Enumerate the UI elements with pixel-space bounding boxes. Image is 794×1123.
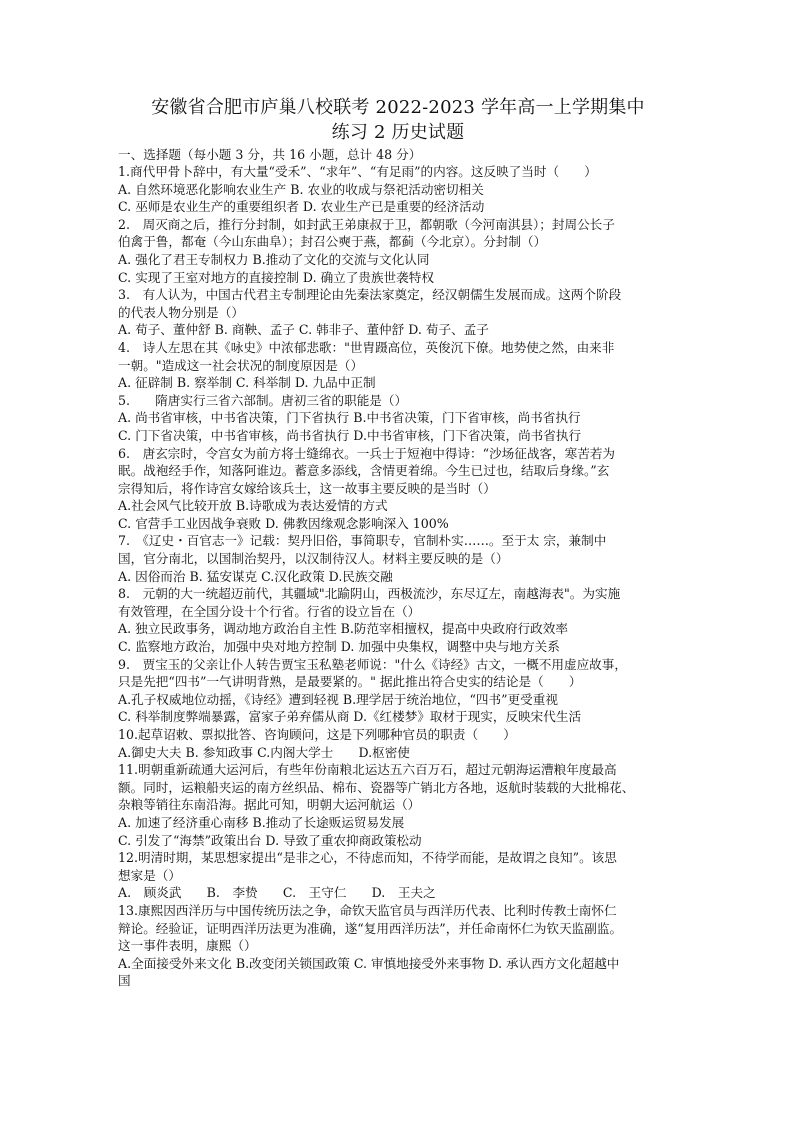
question-line: 有效管理，在全国分设十个行省。行省的设立旨在（）	[118, 603, 421, 619]
question-line: A. 征辟制 B. 察举制 C. 科举制 D. 九品中正制	[118, 375, 376, 391]
title-line-1: 安徽省合肥市庐巢八校联考 2022-2023 学年高一上学期集中	[151, 97, 645, 118]
section-heading: 一、选择题（每小题 3 分，共 16 小题，总计 48 分）	[118, 147, 422, 162]
question-list	[118, 163, 678, 990]
question-line: A.社会风气比较开放 B.诗歌成为表达爱情的方式	[118, 498, 388, 514]
question-9	[118, 656, 678, 726]
question-line: A. 自然环境恶化影响农业生产 B. 农业的收成与祭祀活动密切相关	[118, 181, 484, 197]
question-8	[118, 585, 678, 655]
question-line: 这一事件表明，康熙（）	[118, 938, 257, 954]
question-line: 13.康熙因西洋历与中国传统历法之争，命钦天监官员与西洋历代表、比利时传教士南怀仁	[118, 902, 617, 918]
title-line-2: 练习 2 历史试题	[331, 122, 465, 143]
question-10	[118, 726, 678, 761]
question-6	[118, 445, 678, 533]
question-line: 8. 元朝的大一统超迈前代，其疆域"北踰阴山，西极流沙，东尽辽左，南越海表"。为实施	[118, 586, 621, 602]
question-line: 伯禽于鲁，都奄（今山东曲阜）；封召公奭于燕，都蓟（今北京）。分封制（）	[118, 234, 547, 250]
question-line: A. 尚书省审核，中书省决策，门下省执行 B.中书省决策，门下省审核，尚书省执行	[118, 410, 581, 426]
question-line: 6. 唐玄宗时，令宫女为前方将士缝绵衣。一兵士于短袍中得诗：“沙场征战客，寒苦若为	[118, 445, 616, 461]
question-line: 4. 诗人左思在其《咏史》中浓郁悲歌："世胄蹑高位，英俊沉下僚。地势使之然，由来非	[118, 339, 615, 355]
question-line: C. 实现了王室对地方的直接控制 D. 确立了贵族世袭特权	[118, 269, 434, 285]
question-line: 9. 贾宝玉的父亲让仆人转告贾宝玉私塾老师说："什么《诗经》古文，一概不用虚应故事，	[118, 656, 627, 672]
question-line: 的代表人物分别是（）	[118, 304, 244, 320]
question-1	[118, 163, 678, 216]
question-line: 2. 周灭商之后，推行分封制，如封武王弟康叔于卫，都朝歌（今河南淇县）；封周公长子	[118, 216, 615, 232]
question-line: 10.起草诏敕、票拟批答、咨询顾问，这是下列哪种官员的职责（ ）	[118, 727, 516, 742]
question-line: A.孔子权威地位动摇，《诗经》遭到轻视 B.理学居于统治地位，“四书”更受重视	[118, 691, 558, 707]
question-line: 1.商代甲骨卜辞中，有大量“受禾”、“求年”、“有足雨”的内容。这反映了当时（ ）	[118, 164, 597, 179]
question-line: C. 巫师是农业生产的重要组织者 D. 农业生产已是重要的经济活动	[118, 199, 485, 215]
question-4	[118, 339, 678, 392]
question-line: A. 顾炎武 B. 李贽 C. 王守仁 D. 王夫之	[118, 885, 436, 901]
question-line: 一朝。"造成这一社会状况的制度原因是（）	[118, 357, 364, 373]
question-line: A. 荀子、董仲舒 B. 商鞅、孟子 C. 韩非子、董仲舒 D. 荀子、孟子	[118, 322, 489, 338]
question-line: 想家是（）	[118, 867, 181, 883]
question-11	[118, 761, 678, 849]
question-line: 7. 《辽史・百官志一》记载：契丹旧俗，事简职专，官制朴实……。至于太 宗，兼制中	[118, 533, 607, 549]
question-line: 5. 隋唐实行三省六部制。唐初三省的职能是（）	[118, 392, 408, 408]
question-12	[118, 849, 678, 902]
question-line: 杂粮等销往东南沿海。据此可知，明朝大运河航运（）	[118, 797, 421, 813]
question-line: A.御史大夫 B. 参知政事 C.内阁大学士 D.枢密使	[118, 744, 410, 760]
question-line: 辩论。经验证，证明西洋历法更为准确，遂“复用西洋历法”，并任命南怀仁为钦天监副监。	[118, 920, 623, 936]
question-line: 国，官分南北，以国制治契丹，以汉制待汉人。材料主要反映的是（）	[118, 551, 509, 567]
question-line: 眠。战袍经手作，知落阿谁边。蓄意多添线，含情更着绵。今生已过也，结取后身缘。”玄	[118, 463, 610, 479]
question-5	[118, 392, 678, 445]
question-line: 11.明朝重新疏通大运河后，有些年份南粮北运达五六百万石，超过元朝海运漕粮年度最高	[118, 762, 617, 778]
question-7	[118, 532, 678, 585]
question-line: A.全面接受外来文化 B.改变闭关锁国政策 C. 审慎地接受外来事物 D. 承认西方文化超越中	[118, 955, 620, 971]
question-line: 额。同时，运粮船夹运的南方丝织品、棉布、瓷器等广销北方各地，返航时装载的大批棉花、	[118, 779, 635, 795]
question-line: C. 科举制度弊端暴露，富家子弟弃儒从商 D.《红楼梦》取材于现实，反映宋代生活	[118, 709, 582, 725]
question-line: 只是先把“四书”一气讲明背熟，是最要紧的。" 据此推出符合史实的结论是（ ）	[118, 674, 582, 690]
question-line: C. 监察地方政治，加强中央对地方控制 D. 加强中央集权，调整中央与地方关系	[118, 639, 560, 655]
question-13	[118, 902, 678, 990]
question-2	[118, 216, 678, 286]
question-line: 12.明清时期，某思想家提出“是非之心，不待虑而知，不待学而能，是故谓之良知”。该思	[118, 850, 617, 866]
question-line: 宗得知后，将作诗宫女嫁给该兵士，这一故事主要反映的是当时（）	[118, 480, 496, 496]
question-line: A. 独立民政事务，调动地方政治自主性 B.防范宰相擅权，提高中央政府行政效率	[118, 621, 568, 637]
question-line: C. 官营手工业因战争衰败 D. 佛教因缘观念影响深入 100%	[118, 515, 449, 531]
question-line: C. 引发了“海禁”政策出台 D. 导致了重农抑商政策松动	[118, 832, 422, 848]
question-line: A. 因俗而治 B. 猛安谋克 C.汉化政策 D.民族交融	[118, 568, 393, 584]
question-line: 国	[118, 973, 131, 989]
question-line: A. 加速了经济重心南移 B.推动了长途贩运贸易发展	[118, 814, 405, 830]
question-line: A. 强化了君王专制权力 B.推动了文化的交流与文化认同	[118, 251, 430, 267]
exam-title	[110, 95, 686, 145]
exam-page	[118, 95, 678, 990]
question-line: 3. 有人认为，中国古代君主专制理论由先秦法家奠定，经汉朝儒生发展而成。这两个阶段	[118, 287, 622, 303]
question-line: C. 门下省决策，中书省审核，尚书省执行 D.中书省审核，门下省决策，尚书省执行	[118, 427, 582, 443]
question-3	[118, 286, 678, 339]
